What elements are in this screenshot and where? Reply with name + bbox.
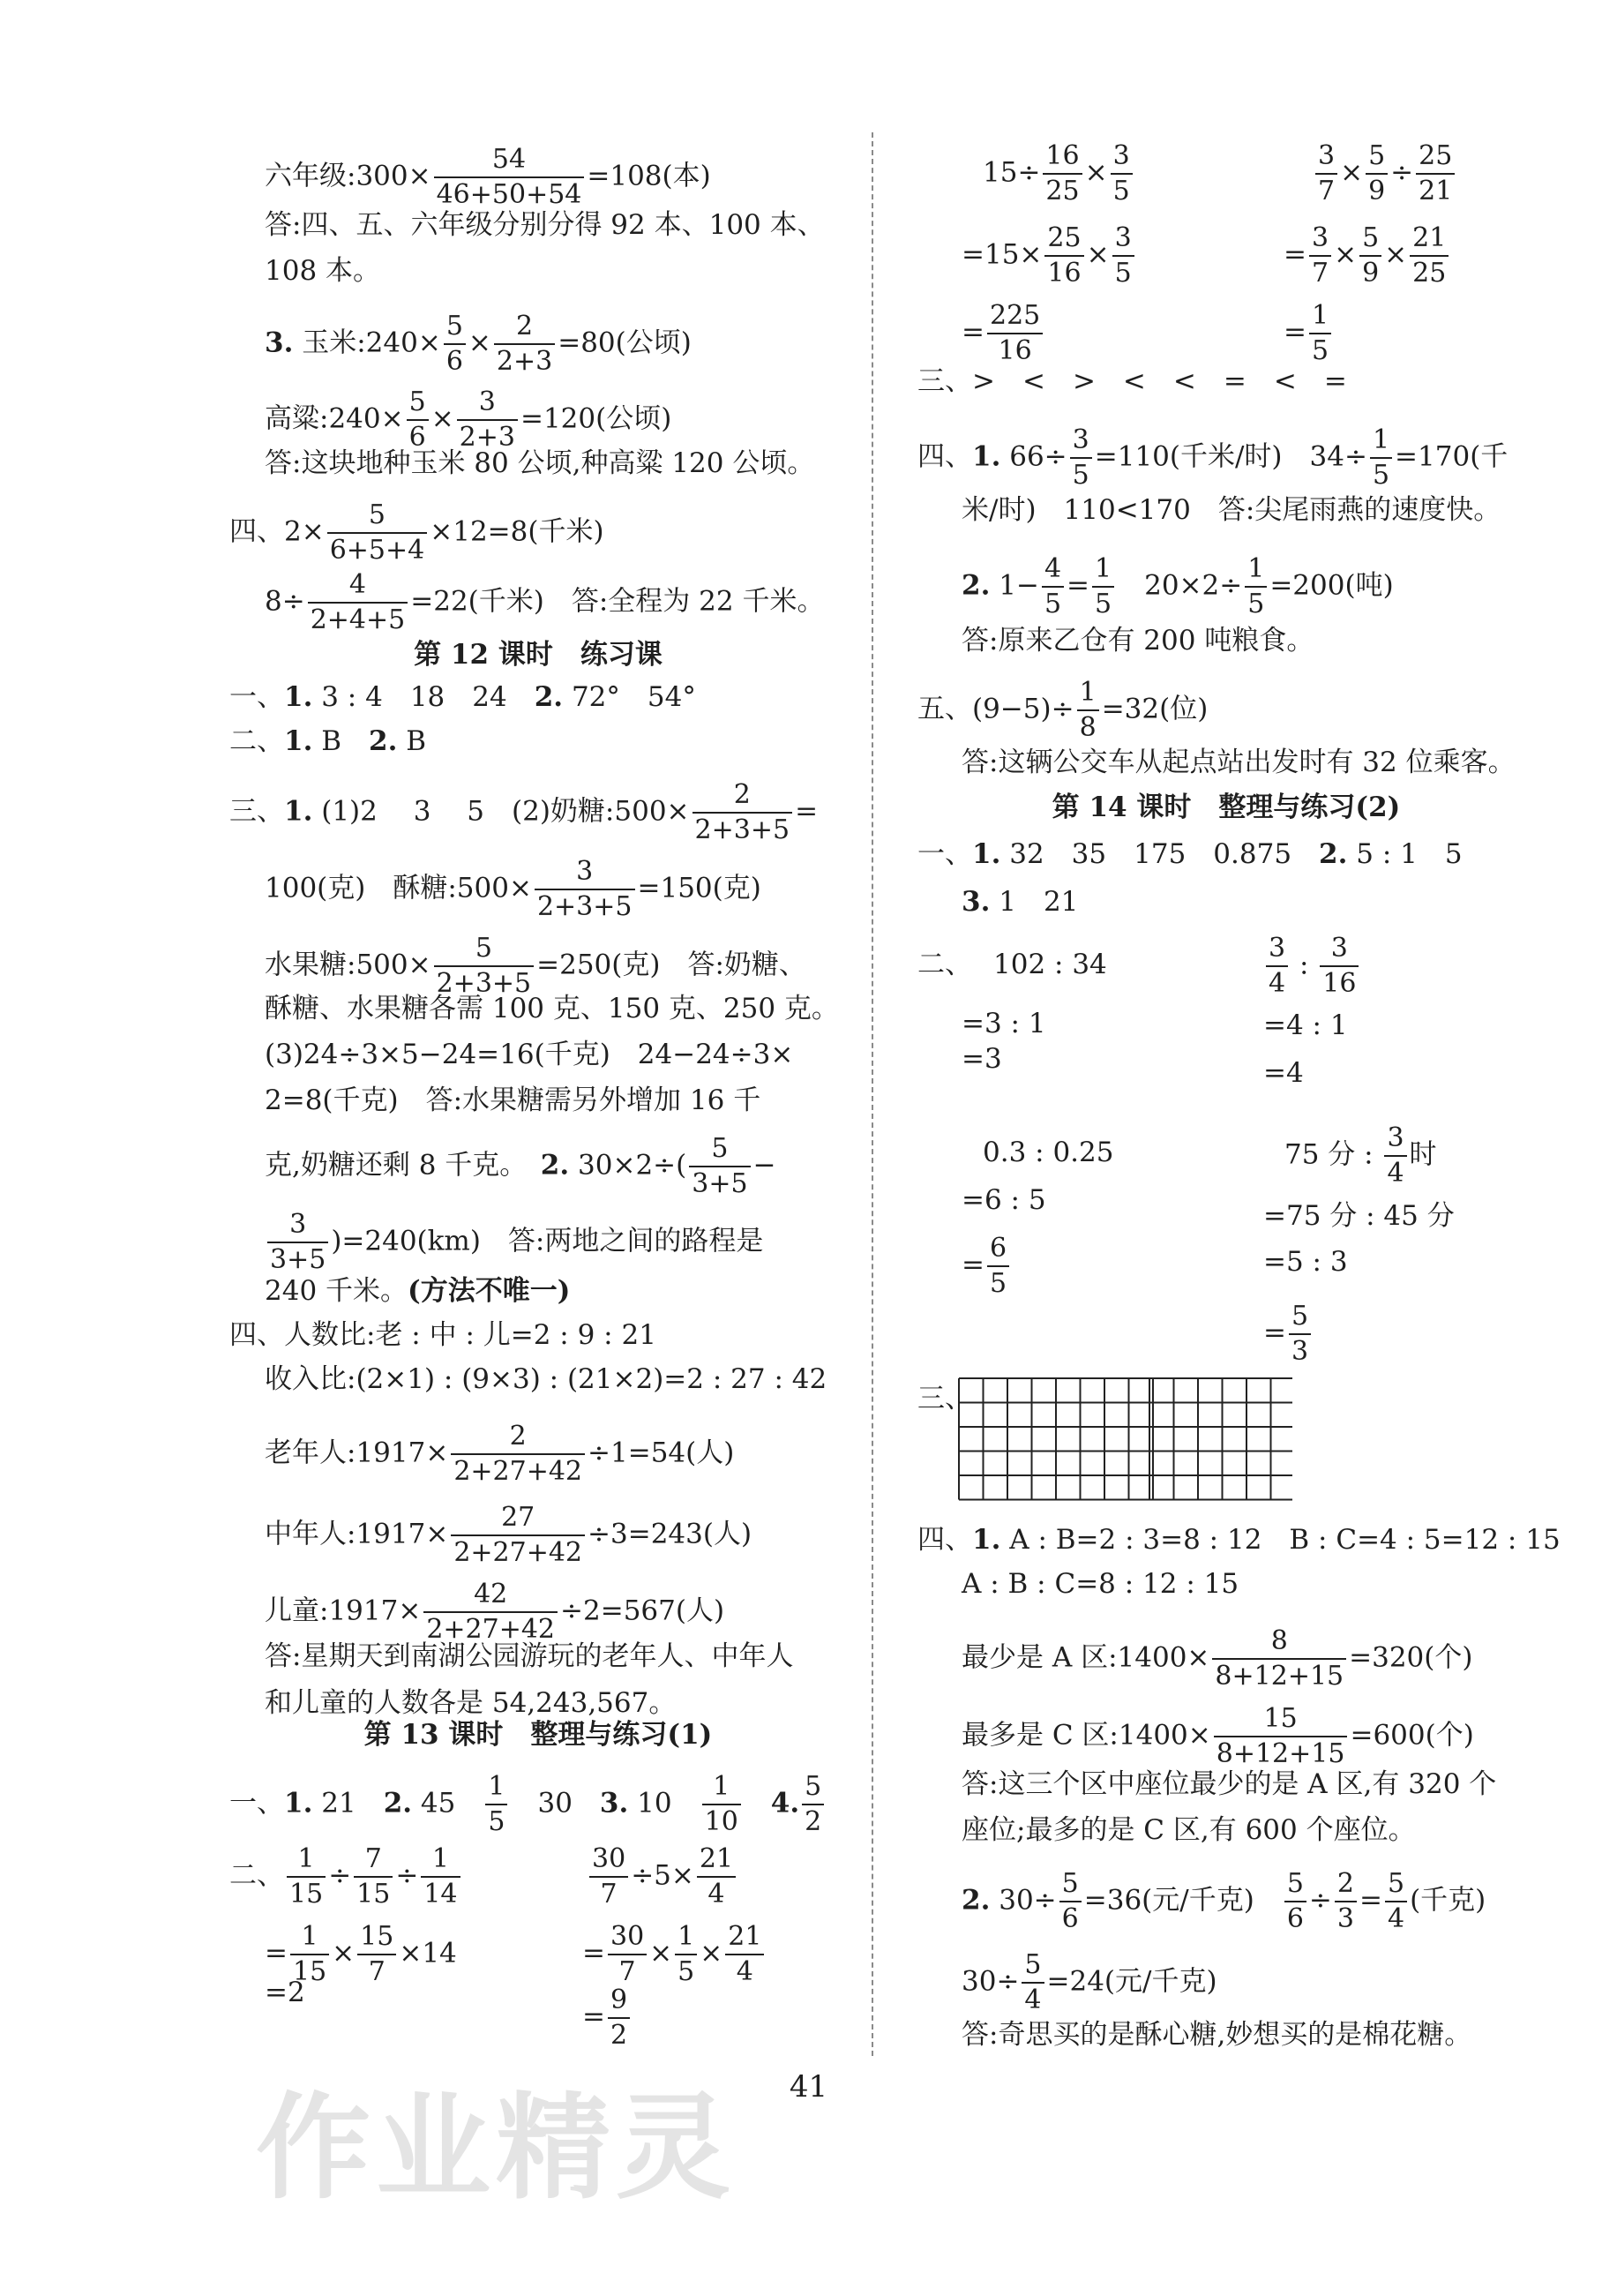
answer-line: 108 本。 <box>265 255 381 287</box>
fraction: $\frac{27}{2+27+42}$ <box>451 1504 585 1566</box>
fraction: $\frac{5}{2+3+5}$ <box>434 935 535 997</box>
fraction: $\frac{3}{2+3}$ <box>457 389 518 451</box>
fraction: $\frac{2}{2+3+5}$ <box>692 782 793 844</box>
fraction: $\frac{1}{5}$ <box>485 1774 507 1835</box>
fraction: $\frac{1}{14}$ <box>421 1846 460 1908</box>
fraction: $\frac{5}{6+5+4}$ <box>327 502 428 564</box>
fraction: $\frac{1}{8}$ <box>1077 679 1099 741</box>
answer-line: = $\frac{30}{7}$ × $\frac{1}{5}$ × $\frac{21}{4}$ <box>582 1924 767 1985</box>
fraction: $\frac{3}{5}$ <box>1111 143 1133 205</box>
answer-line: 米/时) 110<170 答:尖尾雨燕的速度快。 <box>962 494 1501 526</box>
answer-line: 15÷ $\frac{16}{25}$ × $\frac{3}{5}$ <box>983 143 1135 205</box>
fraction: $\frac{1}{15}$ <box>287 1846 326 1908</box>
answer-line: 四、1. 66÷ $\frac{3}{5}$ =110(千米/时) 34÷ $\frac{1}{5}$ =170(千 <box>917 424 1508 491</box>
answer-line: 二、1. B 2. B <box>229 725 427 757</box>
fraction: $\frac{3}{16}$ <box>1320 935 1359 997</box>
fraction: $\frac{54}{46+50+54}$ <box>434 146 585 208</box>
answer-line: =5 : 3 <box>1263 1246 1348 1278</box>
answer-line: =3 <box>962 1043 1002 1075</box>
answer-line: 和儿童的人数各是 54,243,567。 <box>265 1687 677 1719</box>
answer-line: $\frac{30}{7}$ ÷5× $\frac{21}{4}$ <box>587 1846 738 1908</box>
answer-line: 最少是 A 区:1400× $\frac{8}{8+12+15}$ =320(个) <box>962 1625 1473 1692</box>
answer-line: =2 <box>265 1977 305 2008</box>
fraction: $\frac{1}{15}$ <box>290 1924 329 1985</box>
answer-line: 答:星期天到南湖公园游玩的老年人、中年人 <box>265 1640 794 1672</box>
answer-line: 三、> < > < < = < = <box>917 365 1347 397</box>
answer-line: 四、1. A : B=2 : 3=8 : 12 B : C=4 : 5=12 : 15 <box>917 1524 1561 1556</box>
answer-line: = $\frac{225}{16}$ <box>962 303 1045 364</box>
answer-line: = $\frac{1}{15}$ × $\frac{15}{7}$ ×14 <box>265 1921 457 1987</box>
fraction: $\frac{42}{2+27+42}$ <box>423 1581 558 1643</box>
fraction: $\frac{3}{3+5}$ <box>267 1212 328 1273</box>
fraction: $\frac{5}{4}$ <box>1022 1952 1044 2014</box>
fraction: $\frac{5}{3}$ <box>1289 1303 1311 1365</box>
fraction: $\frac{5}{4}$ <box>1385 1871 1407 1932</box>
fraction: $\frac{3}{5}$ <box>1070 427 1092 489</box>
answer-line: 答:原来乙仓有 200 吨粮食。 <box>962 625 1314 657</box>
fraction: $\frac{6}{5}$ <box>987 1235 1009 1297</box>
fraction: $\frac{7}{15}$ <box>354 1846 393 1908</box>
answer-line: 收入比:(2×1) : (9×3) : (21×2)=2 : 27 : 42 <box>265 1363 827 1395</box>
answer-line: 答:奇思买的是酥心糖,妙想买的是棉花糖。 <box>962 2019 1472 2051</box>
answer-line: 30÷ $\frac{5}{4}$ =24(元/千克) <box>962 1949 1217 2015</box>
fraction: $\frac{4}{2+4+5}$ <box>308 572 408 634</box>
fraction: $\frac{5}{6}$ <box>444 313 466 375</box>
answer-line: = $\frac{6}{5}$ <box>962 1235 1012 1297</box>
answer-line: 水果糖:500× $\frac{5}{2+3+5}$ =250(克) 答:奶糖、 <box>265 933 806 999</box>
fraction: $\frac{2}{3}$ <box>1335 1871 1357 1932</box>
answer-line: = $\frac{1}{5}$ <box>1284 303 1334 364</box>
fraction: $\frac{25}{21}$ <box>1416 143 1455 205</box>
answer-line: 五、(9−5)÷ $\frac{1}{8}$ =32(位) <box>917 677 1209 743</box>
answer-line: 3. 1 21 <box>962 886 1079 918</box>
answer-line: =15× $\frac{25}{16}$ × $\frac{3}{5}$ <box>962 225 1137 287</box>
answer-line: (3)24÷3×5−24=16(千克) 24−24÷3× <box>265 1039 794 1070</box>
answer-line: 六年级:300× $\frac{54}{46+50+54}$ =108(本) <box>265 144 711 210</box>
lesson-title-14: 第 14 课时 整理与练习(2) <box>1052 792 1401 823</box>
answer-line: $\frac{3}{7}$ × $\frac{5}{9}$ ÷ $\frac{25}{21}$ <box>1313 143 1457 205</box>
answer-line: = $\frac{3}{7}$ × $\frac{5}{9}$ × $\frac{21}{25}$ <box>1284 225 1451 287</box>
fraction: $\frac{1}{5}$ <box>1092 556 1114 618</box>
fraction: $\frac{16}{25}$ <box>1043 143 1082 205</box>
fraction: $\frac{3}{7}$ <box>1309 225 1331 287</box>
answer-line: 中年人:1917× $\frac{27}{2+27+42}$ ÷3=243(人) <box>265 1502 752 1568</box>
answer-line: =4 : 1 <box>1263 1009 1348 1041</box>
fraction: $\frac{3}{4}$ <box>1266 935 1288 997</box>
answer-line: 答:这块地种玉米 80 公顷,种高粱 120 公顷。 <box>265 447 815 479</box>
answer-line: $\frac{3}{4}$ : $\frac{3}{16}$ <box>1263 935 1361 997</box>
answer-line: = $\frac{9}{2}$ <box>582 1987 633 2049</box>
answer-line: 二、 $\frac{1}{15}$ ÷ $\frac{7}{15}$ ÷ $\frac{1}{14}$ <box>229 1846 463 1908</box>
fraction: $\frac{2}{2+3}$ <box>494 313 555 375</box>
fraction: $\frac{5}{9}$ <box>1359 225 1381 287</box>
answer-line: 一、1. 3 : 4 18 24 2. 72° 54° <box>229 681 696 713</box>
answer-line: = $\frac{5}{3}$ <box>1263 1303 1314 1365</box>
fraction: $\frac{3}{4}$ <box>1384 1125 1406 1187</box>
fraction: $\frac{1}{5}$ <box>1309 303 1331 364</box>
fraction: $\frac{15}{8+12+15}$ <box>1214 1706 1348 1767</box>
answer-line: 老年人:1917× $\frac{2}{2+27+42}$ ÷1=54(人) <box>265 1421 735 1487</box>
fraction: $\frac{5}{6}$ <box>407 389 429 451</box>
lesson-title-13: 第 13 课时 整理与练习(1) <box>363 1719 713 1751</box>
answer-line: 100(克) 酥糖:500× $\frac{3}{2+3+5}$ =150(克) <box>265 856 761 922</box>
answer-line: 2. 30÷ $\frac{5}{6}$ =36(元/千克) $\frac{5}{6}$ ÷ $\frac{2}{3}$ = $\frac{5}{4}$ (千克) <box>962 1868 1486 1934</box>
answer-line: 8÷ $\frac{4}{2+4+5}$ =22(千米) 答:全程为 22 千米。 <box>265 569 825 635</box>
right-column <box>917 0 1561 2296</box>
answer-line: 座位;最多的是 C 区,有 600 个座位。 <box>962 1814 1416 1846</box>
fraction: $\frac{5}{9}$ <box>1366 143 1388 205</box>
fraction: $\frac{25}{16}$ <box>1044 225 1083 287</box>
fraction: $\frac{3}{7}$ <box>1315 143 1337 205</box>
answer-line: 最多是 C 区:1400× $\frac{15}{8+12+15}$ =600(个) <box>962 1703 1474 1769</box>
fraction: $\frac{1}{10}$ <box>702 1774 741 1835</box>
left-column <box>229 0 847 2296</box>
fraction: $\frac{21}{25}$ <box>1410 225 1449 287</box>
page-number: 41 <box>789 2069 828 2105</box>
answer-line: 二、 102 : 34 <box>917 949 1107 980</box>
answer-line: 三、1. (1)2 3 5 (2)奶糖:500× $\frac{2}{2+3+5}$ = <box>229 779 819 845</box>
answer-line: 儿童:1917× $\frac{42}{2+27+42}$ ÷2=567(人) <box>265 1579 725 1645</box>
fraction: $\frac{21}{4}$ <box>725 1924 764 1985</box>
fraction: $\frac{1}{5}$ <box>1245 556 1267 618</box>
answer-line: 四、2× $\frac{5}{6+5+4}$ ×12=8(千米) <box>229 499 604 566</box>
fraction: $\frac{5}{2}$ <box>802 1774 824 1835</box>
fraction: $\frac{5}{6}$ <box>1059 1871 1082 1932</box>
answer-line: 一、1. 32 35 175 0.875 2. 5 : 1 5 <box>917 838 1463 870</box>
answer-line: =6 : 5 <box>962 1184 1046 1216</box>
fraction: $\frac{4}{5}$ <box>1042 556 1064 618</box>
answer-line: 酥糖、水果糖各需 100 克、150 克、250 克。 <box>265 993 839 1024</box>
answer-line: A : B : C=8 : 12 : 15 <box>962 1568 1239 1600</box>
fraction: $\frac{30}{7}$ <box>608 1924 647 1985</box>
fraction: $\frac{225}{16}$ <box>987 303 1043 364</box>
fraction: $\frac{9}{2}$ <box>608 1987 630 2049</box>
answer-line: $\frac{3}{3+5}$ )=240(km) 答:两地之间的路程是 <box>265 1212 763 1273</box>
answer-line: 3. 玉米:240× $\frac{5}{6}$ × $\frac{2}{2+3}$ =80(公顷) <box>265 311 692 377</box>
answer-line: 75 分 : $\frac{3}{4}$ 时 <box>1284 1122 1437 1189</box>
lesson-title-12: 第 12 课时 练习课 <box>414 639 663 671</box>
watermark: 作业精灵 <box>256 2081 737 2215</box>
drawing-grid <box>957 1377 1292 1504</box>
answer-line: 0.3 : 0.25 <box>983 1137 1114 1168</box>
fraction: $\frac{5}{6}$ <box>1284 1871 1306 1932</box>
answer-line: 克,奶糖还剩 8 千克。 2. 30×2÷( $\frac{5}{3+5}$ − <box>265 1133 776 1199</box>
answer-line: =75 分 : 45 分 <box>1263 1200 1455 1232</box>
fraction: $\frac{2}{2+27+42}$ <box>451 1423 585 1485</box>
fraction: $\frac{3}{2+3+5}$ <box>535 859 635 920</box>
answer-line: 2. 1− $\frac{4}{5}$ = $\frac{1}{5}$ 20×2÷ $\frac{1}{5}$ =200(吨) <box>962 553 1394 619</box>
answer-line: 三、 <box>917 1383 972 1414</box>
fraction: $\frac{21}{4}$ <box>697 1846 736 1908</box>
answer-line: 答:这辆公交车从起点站出发时有 32 位乘客。 <box>962 747 1516 778</box>
answer-line: =3 : 1 <box>962 1008 1046 1039</box>
answer-line: 高粱:240× $\frac{5}{6}$ × $\frac{3}{2+3}$ =120(公顷) <box>265 386 672 453</box>
answer-line: =4 <box>1263 1057 1304 1089</box>
fraction: $\frac{15}{7}$ <box>357 1924 396 1985</box>
answer-line: 答:四、五、六年级分别分得 92 本、100 本、 <box>265 209 825 241</box>
fraction: $\frac{3}{5}$ <box>1112 225 1134 287</box>
fraction: $\frac{5}{3+5}$ <box>689 1136 750 1197</box>
fraction: $\frac{1}{5}$ <box>675 1924 697 1985</box>
answer-line: 答:这三个区中座位最少的是 A 区,有 320 个 <box>962 1768 1497 1800</box>
answer-line: 一、1. 21 2. 45 $\frac{1}{5}$ 30 3. 10 $\frac{1}{10}$ 4. $\frac{5}{2}$ <box>229 1774 827 1835</box>
answer-line: 2=8(千克) 答:水果糖需另外增加 16 千 <box>265 1084 761 1116</box>
answer-line: 四、人数比:老 : 中 : 儿=2 : 9 : 21 <box>229 1319 656 1351</box>
fraction: $\frac{1}{5}$ <box>1370 427 1392 489</box>
answer-line: 240 千米。(方法不唯一) <box>265 1275 571 1307</box>
fraction: $\frac{30}{7}$ <box>589 1846 628 1908</box>
fraction: $\frac{8}{8+12+15}$ <box>1212 1628 1346 1690</box>
column-divider <box>872 132 873 2056</box>
